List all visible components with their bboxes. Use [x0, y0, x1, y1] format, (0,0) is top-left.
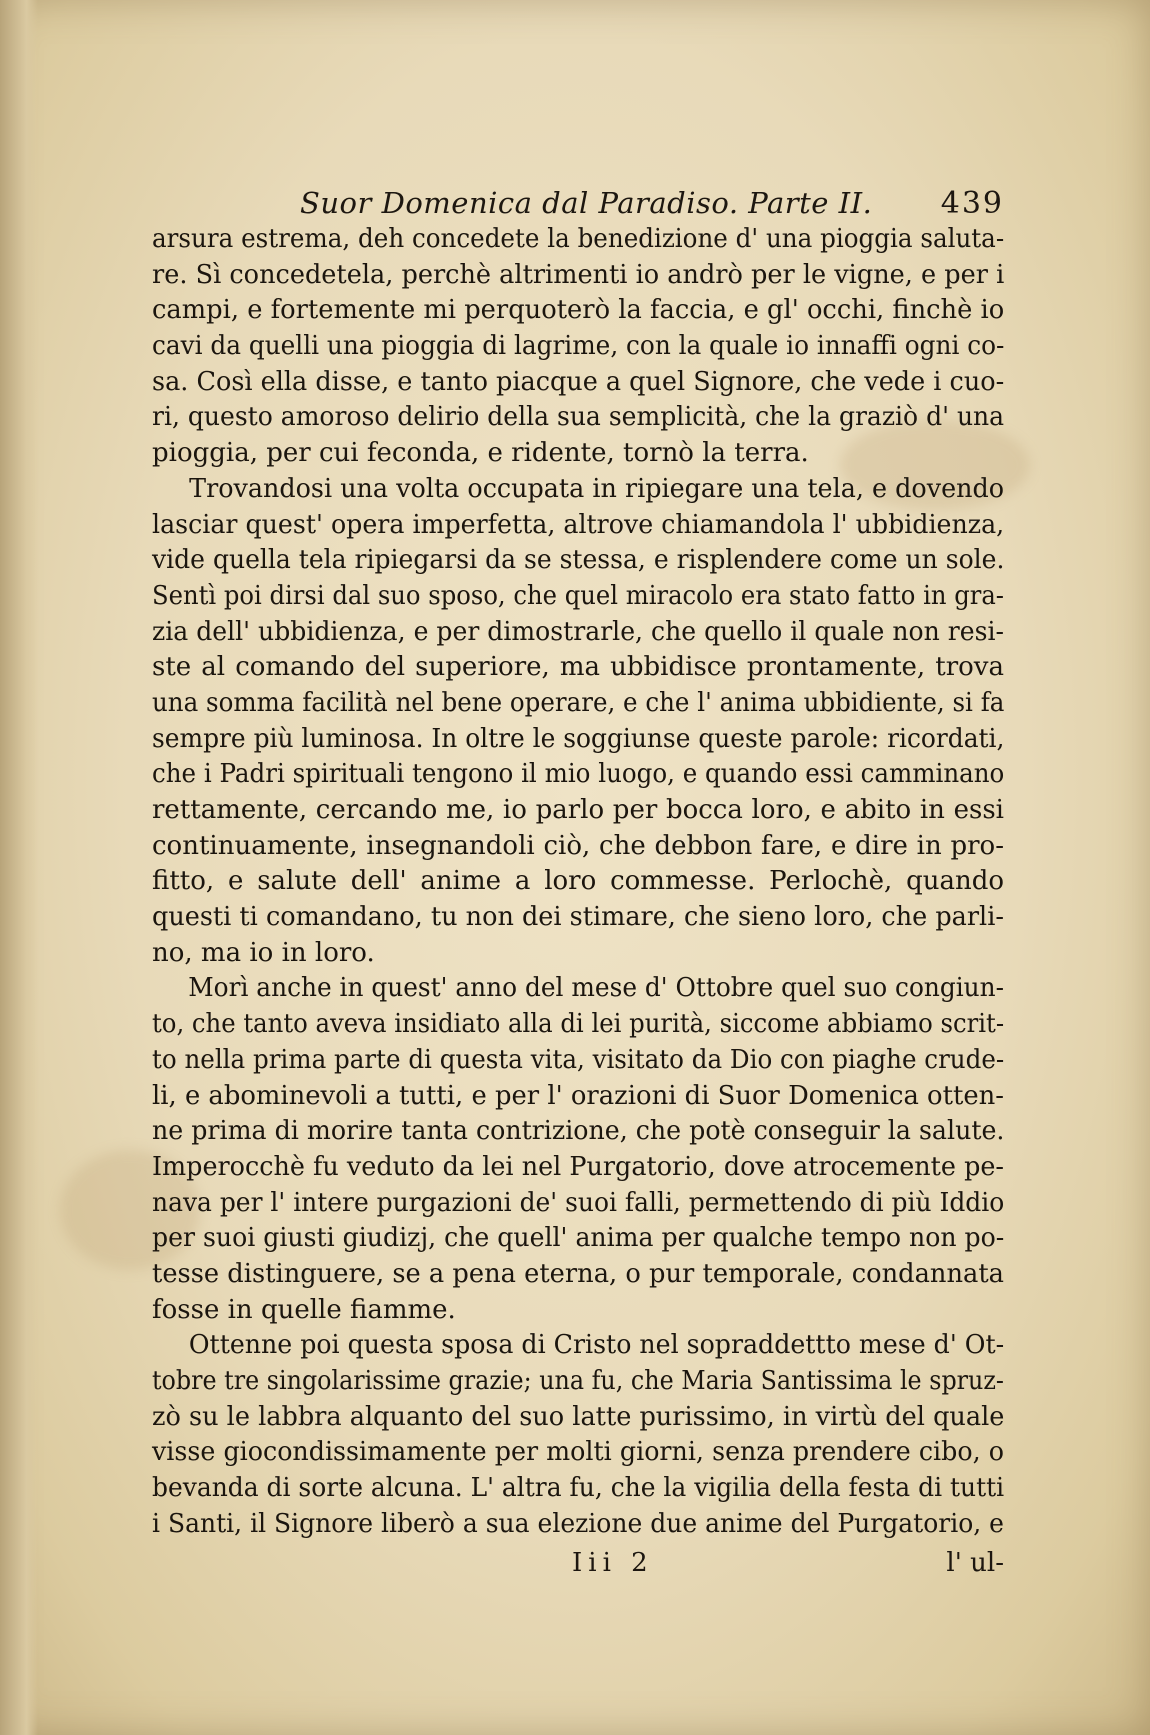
text-line: to nella prima parte di questa vita, visitato da Dio con piaghe crude-	[152, 1044, 1005, 1075]
page-header	[152, 186, 1004, 226]
text-line: ri, questo amoroso delirio della sua semplicità, che la graziò d' una	[152, 402, 1005, 433]
text-line: ste al comando del superiore, ma ubbidisce prontamente, trova	[152, 652, 1004, 683]
text-line: una somma facilità nel bene operare, e che l' anima ubbidiente, si fa	[152, 687, 1005, 718]
text-line: no, ma io in loro.	[152, 937, 375, 968]
text-line: Imperocchè fu veduto da lei nel Purgatorio, dove atrocemente pe-	[152, 1151, 1005, 1182]
text-line: Sentì poi dirsi dal suo sposo, che quel miracolo era stato fatto in gra-	[152, 580, 1005, 611]
text-line: zia dell' ubbidienza, e per dimostrarle, che quello il quale non resi-	[152, 616, 1005, 647]
page-number: 439	[940, 186, 1004, 221]
text-line: cavi da quelli una pioggia di lagrime, con la quale io innaffi ogni co-	[152, 331, 1005, 362]
page-gutter-shadow	[0, 0, 38, 1735]
text-line: sa. Così ella disse, e tanto piacque a quel Signore, che vede i cuo-	[152, 366, 1005, 397]
text-line: re. Sì concedetela, perchè altrimenti io andrò per le vigne, e per i	[152, 259, 1005, 290]
text-line: sempre più luminosa. In oltre le soggiunse queste parole: ricordati,	[152, 723, 1005, 754]
text-line: nava per l' intere purgazioni de' suoi falli, permettendo di più Iddio	[152, 1187, 1005, 1218]
text-line: ne prima di morire tanta contrizione, che potè conseguir la salute.	[152, 1116, 1005, 1147]
text-line: campi, e fortemente mi perquoterò la faccia, e gl' occhi, finchè io	[152, 295, 1005, 326]
text-line: questi ti comandano, tu non dei stimare, che sieno loro, che parli-	[152, 902, 1004, 933]
page-footer	[152, 1548, 1004, 1584]
text-line: per suoi giusti giudizj, che quell' anima per qualche tempo non po-	[152, 1223, 1005, 1254]
running-title: Suor Domenica dal Paradiso. Parte II.	[300, 186, 873, 220]
text-line: to, che tanto aveva insidiato alla di lei purità, siccome abbiamo scrit-	[152, 1009, 1005, 1040]
text-line: rettamente, cercando me, io parlo per bocca loro, e abito in essi	[152, 795, 1004, 825]
text-line: continuamente, insegnandoli ciò, che debbon fare, e dire in pro-	[152, 830, 1004, 861]
catchword: l' ul-	[946, 1548, 1004, 1578]
text-line: bevanda di sorte alcuna. L' altra fu, che la vigilia della festa di tutti	[152, 1473, 1005, 1504]
text-line: fosse in quelle fiamme.	[152, 1294, 456, 1325]
text-line: tobre tre singolarissime grazie; una fu, che Maria Santissima le spruz-	[152, 1366, 1004, 1396]
text-line: fitto, e salute dell' anime a loro commesse. Perlochè, quando	[152, 866, 1004, 897]
text-line: tesse distinguere, se a pena eterna, o pur temporale, condannata	[152, 1258, 1005, 1289]
text-line: i Santi, il Signore liberò a sua elezione due anime del Purgatorio, e	[152, 1508, 1004, 1539]
text-line: vide quella tela ripiegarsi da se stessa, e risplendere come un sole.	[152, 545, 1005, 576]
text-line: arsura estrema, deh concedete la benedizione d' una pioggia saluta-	[152, 224, 1005, 254]
paragraph-start-line: Morì anche in quest' anno del mese d' Ottobre quel suo congiun-	[188, 973, 1005, 1004]
text-line: che i Padri spirituali tengono il mio luogo, e quando essi camminano	[152, 759, 1005, 790]
paragraph-start-line: Trovandosi una volta occupata in ripiegare una tela, e dovendo	[189, 473, 1005, 504]
text-line: li, e abominevoli a tutti, e per l' orazioni di Suor Domenica otten-	[152, 1080, 1004, 1111]
paragraph-start-line: Ottenne poi questa sposa di Cristo nel sopraddettto mese d' Ot-	[188, 1330, 1005, 1361]
text-line: zò su le labbra alquanto del suo latte purissimo, in virtù del quale	[152, 1401, 1005, 1432]
text-line: visse giocondissimamente per molti giorni, senza prendere cibo, o	[152, 1437, 1004, 1468]
text-line: pioggia, per cui feconda, e ridente, tornò la terra.	[152, 438, 809, 469]
signature-mark: Iii 2	[572, 1548, 654, 1578]
body-text	[152, 222, 1004, 1542]
text-line: lasciar quest' opera imperfetta, altrove chiamandola l' ubbidienza,	[152, 509, 1005, 540]
